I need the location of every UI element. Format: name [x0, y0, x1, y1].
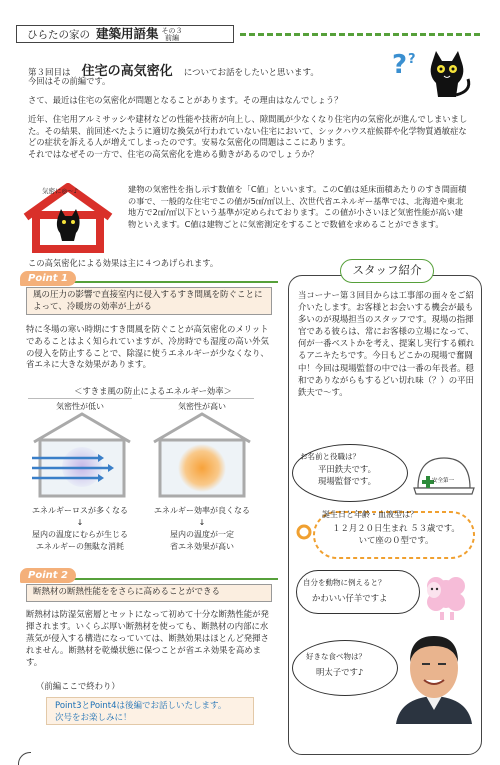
staff-photo: [392, 628, 476, 724]
diagram-low-column: [28, 398, 132, 412]
header-part: その３ 前編: [161, 26, 183, 42]
header-title-box: [16, 25, 234, 43]
staff-q2: 誕生日と年齢・血液型は？: [322, 510, 418, 519]
diagram-high-result-block: [150, 505, 254, 553]
point2-tag: Point 2: [20, 568, 76, 583]
diagram-low-effect1: 屋内の温度にむらが生じる: [32, 530, 128, 539]
bottom-left-corner: [18, 752, 31, 765]
diagram-high-effect2: 省エネ効果が高い: [170, 542, 234, 551]
diagram-high-result: エネルギー効率が良くなる: [154, 506, 250, 515]
diagram-high-arrow: ↓: [198, 518, 206, 527]
intro-line: 第３回目は 住宅の高気密化 についてお話をしたいと思います。: [28, 64, 319, 79]
diagram-low-effect2: エネルギーの無駄な消耗: [36, 542, 124, 551]
staff-q4: 好きな食べ物は？: [306, 652, 366, 661]
staff-a4: 明太子です♪: [316, 667, 364, 677]
header-dashed-line: [240, 33, 480, 36]
diagram-high-column: [150, 398, 254, 412]
point2-body: 断熱材は防湿気密層とセットになって初めて十分な断熱性能が発揮されます。いくらぶ厚い断熱材を使っても、断熱材の内部に水蒸気が侵入する構造になっていては、断熱効果はほとんど発揮されません。断熱材を乾燥状態に保つことが省エネ効果を高めます。: [26, 609, 269, 667]
diagram-high-head: 気密性が高い: [178, 402, 226, 411]
notice-box: [46, 697, 254, 725]
point2-box: 断熱材の断熱性能ををさらに高めることができる: [26, 584, 272, 602]
para1: 近年、住宅用アルミサッシや建材などの性能や技術が向上し、隙間風が少なくなり住宅内の気密化が進んでしまいました。その結果、前回述べたように適切な換気が行われていない住宅において、シックハウス症候群や化学物質過敏症などの症状を訴える人が増えてしまったのです。安易な気密化の問題はここにあります。 それではなぜその一方で、住宅の高気密化を進める動きがあるのでしょうか？: [28, 114, 468, 159]
intro-topic: 住宅の高気密化: [81, 64, 173, 79]
intro-line2: 今回はその前編です。: [28, 76, 111, 86]
diagram-low-head: 気密性が低い: [56, 402, 104, 411]
diagram-low-result: エネルギーロスが多くなる: [32, 506, 128, 515]
svg-text:?: ?: [392, 50, 408, 80]
svg-text:?: ?: [408, 52, 416, 67]
staff-heading: スタッフ紹介: [340, 259, 434, 283]
diagram-high-effect1: 屋内の温度が一定: [170, 530, 234, 539]
staff-q1: お名前と役職は？: [300, 452, 360, 461]
pink-sheep-icon: [418, 564, 478, 622]
notice-line2: 次号をお楽しみに！: [55, 713, 132, 723]
leaky-house-illustration: [32, 412, 132, 498]
diagram-title: ＜すきま風の防止によるエネルギー効率＞: [74, 386, 232, 396]
cvalue-text: 建物の気密性を指し示す数値を「C値」といいます。このC値は延床面積あたりのすき間面積の事で、一般的な住宅でこの値が5㎠/㎡以上、次世代省エネルギー基準では、北海道や東北地方で2㎠/㎡以下という基準が定められております。この値が小さいほど気密性能が高い建物といえます。C値は建物ごとに気密測定をすることで数値を求めることができます。: [128, 184, 467, 229]
staff-a2: １２月２０日生まれ ５３歳です。 いて座の０型です。: [332, 523, 460, 545]
helmet-text: 安全第一: [432, 478, 455, 484]
safety-helmet-icon: [412, 452, 476, 498]
point1-tag: Point 1: [20, 271, 76, 286]
point1-box: 風の圧力の影響で直接室内に侵入するすき間風を防ぐことによって、冷暖房の効率が上がる: [26, 287, 272, 315]
effects-intro: この高気密化による効果は主に４つあげられます。: [28, 258, 219, 268]
cvalue-badge: 気密に◎〜♪: [42, 187, 78, 195]
intro-question: さて、最近は住宅の気密化が問題となることがあります。その理由はなんでしょう？: [28, 95, 343, 105]
point1-body: 特に冬場の寒い時期にすき間風を防ぐことが高気密化のメリットであることはよく知られていますが、冷房時でも湿度の高い外気の侵入を防止することで、除湿に使うエネルギーが少なくなり、省エネに大きな効果があります。: [26, 324, 269, 370]
diagram-low-result-block: [28, 505, 132, 553]
airtight-house-illustration: [152, 412, 252, 498]
header-series: ひらたの家の: [27, 29, 90, 41]
staff-q3: 自分を動物に例えると？: [303, 578, 386, 587]
notice-line1: Point3とPoint4は後編でお話しいたします。: [55, 701, 227, 711]
staff-a3: かわいい仔羊ですよ: [312, 593, 388, 603]
diagram-low-arrow: ↓: [76, 518, 84, 527]
header-title: 建築用語集: [96, 26, 159, 41]
staff-a1: 平田鉄夫です。 現場監督です。: [318, 464, 376, 486]
point2-end: （前編ここで終わり）: [36, 681, 120, 691]
staff-body: 当コーナー第３回目からは工事部の面々をご紹介いたします。お客様とお会いする機会が最も多いのが現場担当のスタッフです。現場の指揮官である彼らは、常にお客様の立場になって、何が一番ベストかを考え、提案し実行する頼れるアニキたちです。今日もどこかの現場で奮闘中！今回は現場監督の中では一番の年長者。穏和でありながらもするどい切れ味（？）の平田鉄夫で～す。: [298, 290, 475, 397]
